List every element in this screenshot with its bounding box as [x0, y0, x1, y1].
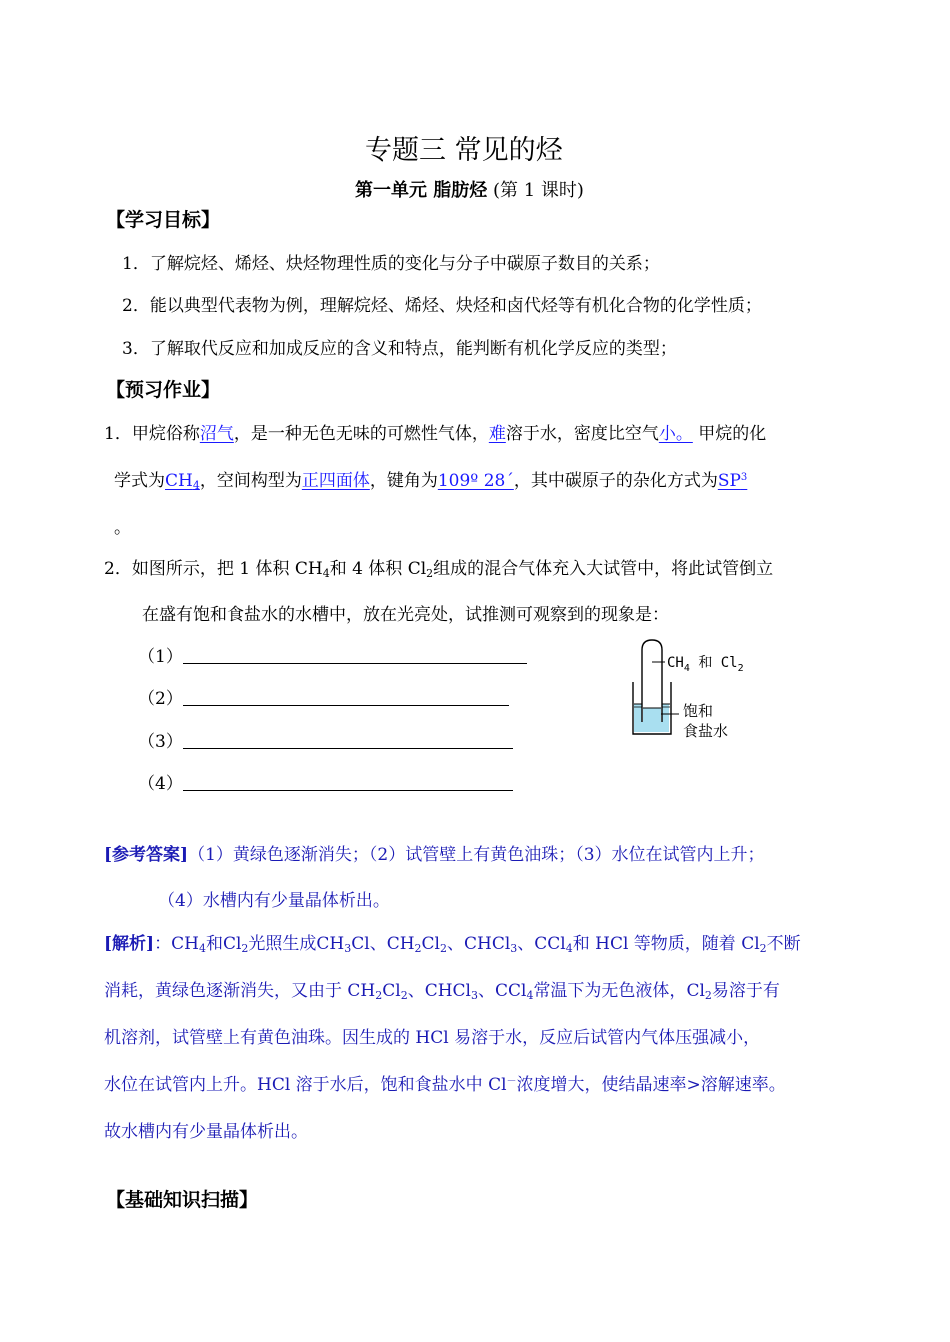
analysis-text: 、: [369, 934, 387, 954]
analysis-text: CCl: [534, 934, 566, 954]
blank-line[interactable]: [183, 772, 513, 791]
analysis-line-1: [104, 929, 801, 955]
hybrid-sp: SP: [717, 471, 741, 491]
answer-blank-4[interactable]: [138, 769, 513, 794]
q1-text: 学式为: [114, 471, 165, 491]
page-title: 专题三 常见的烃: [365, 135, 563, 166]
analysis-text: 不断: [766, 934, 801, 954]
analysis-line-2: [104, 976, 780, 1002]
q1-text: 溶于水，密度比空气: [505, 424, 659, 444]
q1-text: ，是一种无色无味的可燃性气体，: [233, 424, 489, 444]
blank-label: （4）: [138, 774, 183, 794]
analysis-sub: 2: [414, 942, 422, 955]
analysis-text: Cl: [222, 934, 242, 954]
analysis-sub: 4: [565, 942, 573, 955]
q1-answer-5: 正四面体: [301, 471, 370, 491]
tube-water: [643, 708, 661, 722]
answer-label: [参考答案]: [104, 845, 189, 865]
q2-line-2: 在盛有饱和食盐水的水槽中，放在光亮处，试推测可观察到的现象是：: [142, 605, 669, 625]
blank-line[interactable]: [183, 645, 527, 664]
q1-text: ，键角为: [369, 471, 438, 491]
analysis-text: 、: [517, 934, 535, 954]
analysis-sub: 2: [704, 989, 712, 1002]
q1-text: ，其中碳原子的杂化方式为: [513, 471, 718, 491]
q1-line-1: [104, 419, 766, 444]
goal-item-3: 3．了解取代反应和加成反应的含义和特点，能判断有机化学反应的类型；: [122, 339, 677, 359]
q1-answer-1: 沼气: [199, 424, 234, 444]
analysis-label: [解析]: [104, 934, 155, 954]
analysis-text: Cl: [421, 934, 440, 954]
q1-text: 1．甲烷俗称: [104, 424, 200, 444]
analysis-text: 和: [205, 934, 223, 954]
analysis-text: CH: [316, 934, 345, 954]
blank-label: （3）: [138, 732, 183, 752]
analysis-text: CH: [347, 981, 376, 1001]
test-tube-figure: [625, 636, 765, 742]
q1-answer-4: [165, 471, 200, 491]
analysis-sub: 4: [526, 989, 534, 1002]
q2-text: 2．如图所示，把 1 体积 CH: [104, 559, 323, 579]
analysis-text: 和 HCl 等物质，随着 Cl: [572, 934, 760, 954]
section-preview-heading: 【预习作业】: [106, 379, 221, 401]
analysis-text: 、: [446, 934, 464, 954]
gas-label: $CH_4$ 和 $Cl_2$: [667, 655, 744, 674]
blank-label: （1）: [138, 647, 183, 667]
q1-end-mark: 。: [114, 518, 131, 538]
q2-sub: 2: [426, 567, 434, 580]
analysis-sub: 3: [470, 989, 478, 1002]
analysis-text: ：: [154, 934, 172, 954]
q2-sub: 4: [322, 567, 330, 580]
blank-label: （2）: [138, 689, 183, 709]
analysis-line-5: 故水槽内有少量晶体析出。: [104, 1122, 308, 1142]
formula-sub: 4: [192, 479, 200, 492]
q1-answer-3: 小。: [658, 424, 693, 444]
analysis-sub: 2: [241, 942, 249, 955]
goal-item-2: 2．能以典型代表物为例，理解烷烃、烯烃、炔烃和卤代烃等有机化合物的化学性质；: [122, 296, 762, 316]
analysis-text: 浓度增大，使结晶速率>溶解速率。: [516, 1075, 786, 1095]
analysis-text: 、: [477, 981, 495, 1001]
q1-line-2: [114, 466, 747, 492]
analysis-sub: 3: [344, 942, 352, 955]
blank-line[interactable]: [183, 730, 513, 749]
q1-answer-6: 109º 28´: [437, 471, 514, 491]
answer-line-1: [104, 840, 765, 865]
analysis-sub: 2: [375, 989, 383, 1002]
analysis-text: Cl: [382, 981, 401, 1001]
analysis-text: 消耗，黄绿色逐渐消失，又由于: [104, 981, 348, 1001]
page-subtitle: [355, 176, 584, 202]
q2-text: 和 4 体积 Cl: [329, 559, 427, 579]
answer-text: （1）黄绿色逐渐消失；（2）试管壁上有黄色油珠；（3）水位在试管内上升；: [188, 845, 765, 865]
analysis-line-3: 机溶剂，试管壁上有黄色油珠。因生成的 HCl 易溶于水，反应后试管内气体压强减小，: [104, 1028, 761, 1048]
blank-line[interactable]: [183, 687, 509, 706]
subtitle-paren: (第 1 课时): [493, 180, 584, 201]
section-goals-heading: 【学习目标】: [106, 209, 221, 231]
analysis-text: Cl: [686, 981, 705, 1001]
analysis-text: Cl: [351, 934, 370, 954]
analysis-text: CH: [171, 934, 199, 954]
analysis-text: CCl: [494, 981, 527, 1001]
analysis-sub: 2: [759, 942, 767, 955]
analysis-text: 易溶于有: [711, 981, 780, 1001]
analysis-sub: 2: [439, 942, 447, 955]
analysis-sub: 3: [510, 942, 518, 955]
answer-line-2: （4）水槽内有少量晶体析出。: [158, 891, 390, 911]
hybrid-sup: 3: [740, 472, 748, 483]
answer-blank-2[interactable]: [138, 684, 509, 709]
analysis-sub: 2: [400, 989, 408, 1002]
analysis-text: 光照生成: [248, 934, 317, 954]
q1-text: 甲烷的化: [692, 424, 767, 444]
q1-answer-2: 难: [488, 424, 506, 444]
analysis-text: 常温下为无色液体，: [533, 981, 687, 1001]
q1-text: ，空间构型为: [199, 471, 302, 491]
water-label-2: 食盐水: [683, 722, 729, 740]
q1-answer-7: [718, 471, 747, 491]
analysis-text: CHCl: [424, 981, 471, 1001]
analysis-text: CHCl: [463, 934, 511, 954]
analysis-text: 、: [407, 981, 425, 1001]
q2-text: 组成的混合气体充入大试管中，将此试管倒立: [433, 559, 774, 579]
water-label-1: 饱和: [683, 702, 714, 720]
analysis-sup: －: [506, 1076, 517, 1087]
section-basics-heading: 【基础知识扫描】: [106, 1189, 259, 1211]
goal-item-1: 1．了解烷烃、烯烃、炔烃物理性质的变化与分子中碳原子数目的关系；: [122, 254, 660, 274]
answer-blank-3[interactable]: [138, 727, 513, 752]
answer-blank-1[interactable]: [138, 642, 527, 667]
analysis-sub: 4: [198, 942, 206, 955]
analysis-text: CH: [386, 934, 415, 954]
formula-ch: CH: [165, 471, 193, 491]
analysis-text: 水位在试管内上升。HCl 溶于水后，饱和食盐水中 Cl: [104, 1075, 507, 1095]
analysis-line-4: [104, 1070, 786, 1095]
q2-line-1: [104, 554, 773, 580]
subtitle-bold: 第一单元 脂肪烃: [355, 180, 488, 201]
